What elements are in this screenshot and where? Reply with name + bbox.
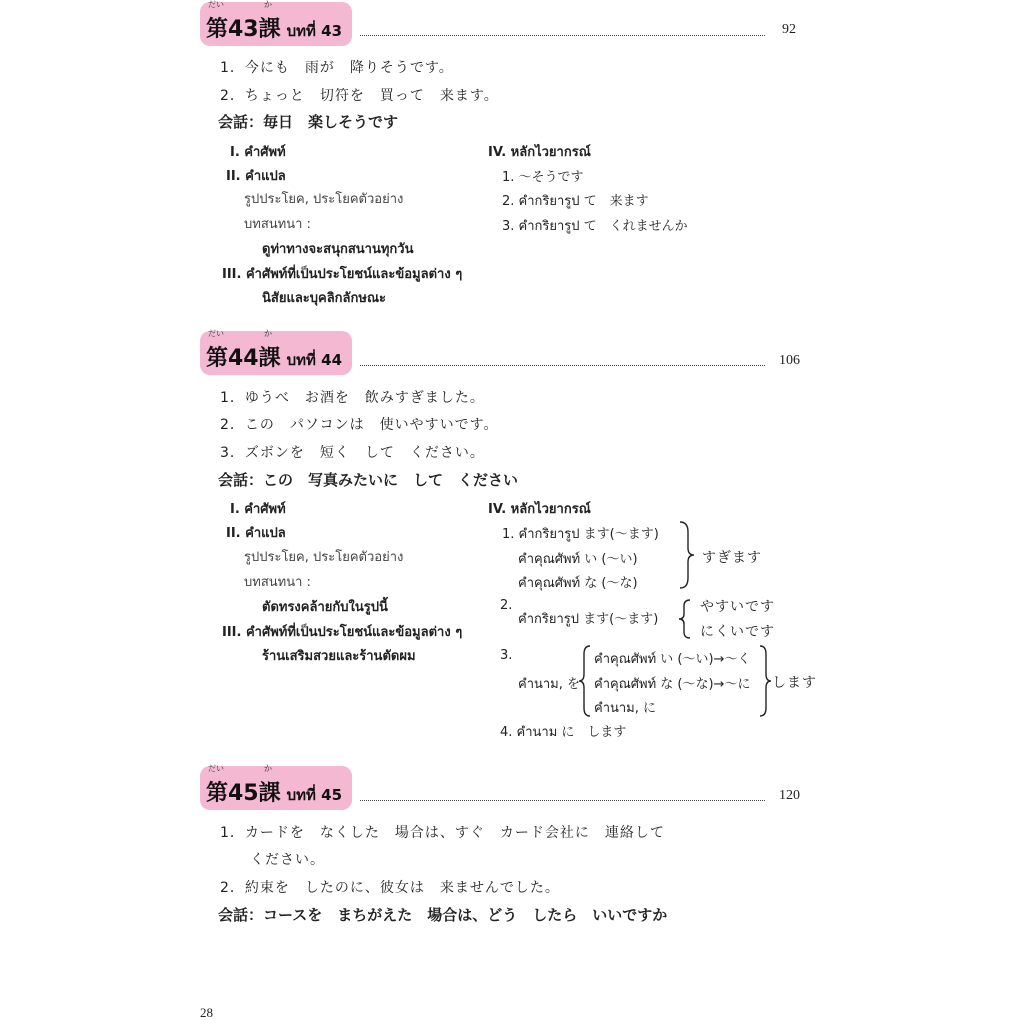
outline-II-a: รูปประโยค, ประโยคตัวอย่าง bbox=[244, 192, 404, 207]
sentence-1-cont: ください。 bbox=[250, 852, 325, 868]
grammar-3-num: 3. bbox=[500, 648, 513, 663]
lesson-title: 第44課 บทที่ 44 bbox=[206, 346, 343, 371]
sentence-3: 3．ズボンを 短く して ください。 bbox=[220, 445, 485, 461]
kaiwa-title: 会話：コースを まちがえた 場合は、どう したら いいですか bbox=[218, 906, 668, 924]
dotted-leader bbox=[360, 365, 765, 366]
brace-icon bbox=[676, 598, 696, 640]
grammar-3-left: คำนาม, を bbox=[518, 677, 581, 692]
kaiwa-title: 会話：毎日 楽しそうです bbox=[218, 113, 399, 131]
grammar-2: 2. คำกริยารูป て 来ます bbox=[502, 194, 649, 209]
lesson-title: 第43課 บทที่ 43 bbox=[206, 17, 343, 42]
sentence-1: 1．ゆうべ お酒を 飲みすぎました。 bbox=[220, 390, 485, 406]
outline-IV: IV. หลักไวยากรณ์ bbox=[488, 145, 591, 160]
sentence-2: 2．この パソコンは 使いやすいです。 bbox=[220, 417, 499, 433]
ruby-dai: だい bbox=[208, 329, 224, 338]
grammar-3-result: します bbox=[772, 675, 817, 691]
page-number: 28 bbox=[200, 1005, 213, 1020]
kaiwa-title: 会話：この 写真みたいに して ください bbox=[218, 471, 519, 489]
grammar-3c: คำนาม, に bbox=[594, 701, 657, 716]
brace-icon bbox=[676, 520, 696, 590]
grammar-1b: คำคุณศัพท์ い (～い) bbox=[518, 552, 638, 567]
grammar-1: 1. ～そうです bbox=[502, 170, 584, 185]
outline-II-c: ดูท่าทางจะสนุกสนานทุกวัน bbox=[262, 242, 414, 257]
sentence-2: 2．約束を したのに、彼女は 来ませんでした。 bbox=[220, 880, 560, 896]
ruby-dai: だい bbox=[208, 764, 224, 773]
grammar-2-r1: やすいです bbox=[700, 599, 775, 615]
outline-II-b: บทสนทนา : bbox=[244, 575, 311, 590]
dotted-leader bbox=[360, 35, 765, 36]
grammar-3b: คำคุณศัพท์ な (～な)→～に bbox=[594, 677, 751, 692]
ruby-ka: か bbox=[264, 764, 272, 773]
page-ref: 92 bbox=[782, 22, 796, 37]
grammar-3a: คำคุณศัพท์ い (～い)→～く bbox=[594, 652, 751, 667]
sentence-2: 2．ちょっと 切符を 買って 来ます。 bbox=[220, 88, 499, 104]
lesson-44-header bbox=[200, 331, 352, 375]
grammar-3: 3. คำกริยารูป て くれませんか bbox=[502, 219, 688, 234]
outline-II-a: รูปประโยค, ประโยคตัวอย่าง bbox=[244, 550, 404, 565]
ruby-dai: だい bbox=[208, 0, 224, 9]
grammar-2-num: 2. bbox=[500, 598, 513, 613]
dotted-leader bbox=[360, 800, 765, 801]
grammar-1a: 1. คำกริยารูป ます(～ます) bbox=[502, 527, 659, 542]
sentence-1: 1．今にも 雨が 降りそうです。 bbox=[220, 60, 454, 76]
grammar-1-result: すぎます bbox=[702, 550, 762, 566]
outline-I: I. คำศัพท์ bbox=[230, 145, 286, 160]
outline-III: III. คำศัพท์ที่เป็นประโยชน์และข้อมูลต่าง ๆ bbox=[222, 625, 463, 640]
page-ref: 120 bbox=[779, 788, 800, 803]
outline-II: II. คำแปล bbox=[226, 169, 286, 184]
lesson-45-header bbox=[200, 766, 352, 810]
outline-II-b: บทสนทนา : bbox=[244, 217, 311, 232]
grammar-4: 4. คำนาม に します bbox=[500, 725, 627, 740]
grammar-1c: คำคุณศัพท์ な (～な) bbox=[518, 576, 638, 591]
lesson-title: 第45課 บทที่ 45 bbox=[206, 781, 343, 806]
sentence-1: 1．カードを なくした 場合は、すぐ カード会社に 連絡して bbox=[220, 825, 665, 841]
grammar-2a: คำกริยารูป ます(～ます) bbox=[518, 612, 659, 627]
ruby-ka: か bbox=[264, 0, 272, 9]
outline-I: I. คำศัพท์ bbox=[230, 502, 286, 517]
outline-III-a: ร้านเสริมสวยและร้านตัดผม bbox=[262, 649, 416, 664]
brace-icon bbox=[758, 644, 772, 718]
ruby-ka: か bbox=[264, 329, 272, 338]
grammar-2-r2: にくいです bbox=[700, 624, 775, 640]
page-ref: 106 bbox=[779, 353, 800, 368]
outline-II: II. คำแปล bbox=[226, 526, 286, 541]
outline-III: III. คำศัพท์ที่เป็นประโยชน์และข้อมูลต่าง ๆ bbox=[222, 267, 463, 282]
outline-III-a: นิสัยและบุคลิกลักษณะ bbox=[262, 291, 387, 306]
lesson-43-header bbox=[200, 2, 352, 46]
outline-II-c: ตัดทรงคล้ายกับในรูปนี้ bbox=[262, 600, 388, 615]
brace-icon bbox=[578, 644, 592, 718]
outline-IV: IV. หลักไวยากรณ์ bbox=[488, 502, 591, 517]
